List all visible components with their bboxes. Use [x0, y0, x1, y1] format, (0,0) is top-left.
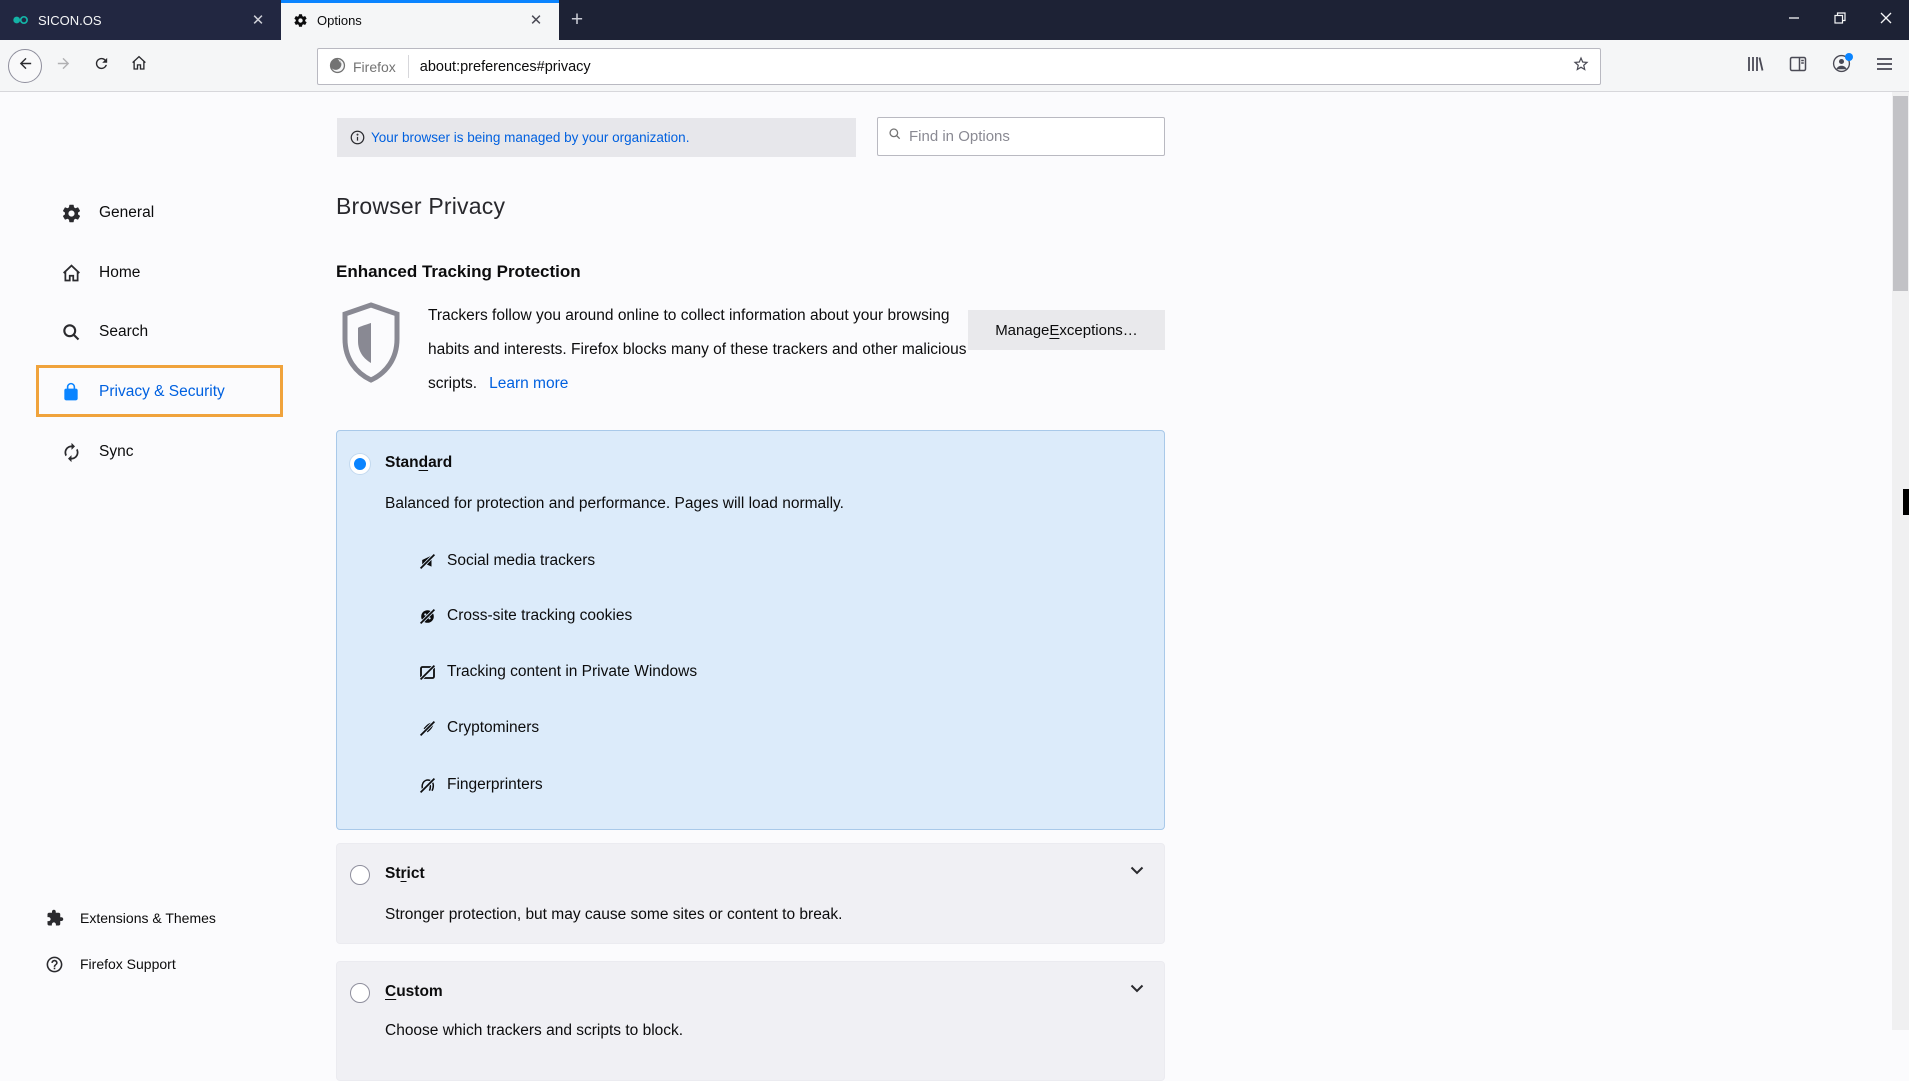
blocked-item-label: Cryptominers: [447, 719, 540, 736]
menu-button[interactable]: [1867, 49, 1901, 83]
custom-radio[interactable]: [350, 983, 370, 1003]
custom-description: Choose which trackers and scripts to block.: [385, 1022, 684, 1039]
reload-icon: [93, 55, 110, 77]
notice-text[interactable]: Your browser is being managed by your organization.: [371, 130, 690, 145]
sidebar-item-privacy-security[interactable]: [36, 374, 286, 410]
manage-exceptions-button[interactable]: Manage E xceptions…: [968, 310, 1165, 350]
list-item-social-media-trackers: [419, 549, 595, 573]
cross-site-cookies-icon: [419, 608, 436, 625]
info-icon: [350, 130, 365, 145]
restore-icon: [1834, 11, 1846, 29]
sicon-logo-icon: [12, 14, 29, 26]
standard-radio[interactable]: [350, 454, 370, 474]
learn-more-link[interactable]: Learn more: [489, 375, 569, 392]
search-icon: [60, 321, 82, 343]
identity-box[interactable]: [318, 55, 409, 78]
custom-label[interactable]: Custom: [385, 983, 443, 1000]
restore-button[interactable]: [1817, 0, 1863, 40]
sidebar-item-extensions-themes[interactable]: [45, 902, 295, 934]
sidebar-item-search[interactable]: [36, 314, 286, 350]
strict-radio[interactable]: [350, 865, 370, 885]
sync-icon: [60, 441, 82, 463]
strict-description: Stronger protection, but may cause some sites or content to break.: [385, 906, 843, 923]
library-button[interactable]: [1738, 49, 1772, 83]
reload-button[interactable]: [84, 49, 118, 83]
standard-description: Balanced for protection and performance. Pages will load normally.: [385, 495, 844, 512]
sidebar-item-label: Search: [99, 323, 149, 340]
titlebar: [0, 0, 1909, 40]
sidebar-footer-label: Firefox Support: [80, 956, 176, 972]
gear-icon: [60, 202, 82, 224]
tracking-content-icon: [419, 664, 436, 681]
page-scrollbar[interactable]: [1892, 92, 1909, 1030]
fingerprinters-icon: [419, 777, 436, 794]
protection-option-custom[interactable]: [336, 961, 1165, 1081]
bookmark-star-icon[interactable]: [1572, 55, 1600, 78]
puzzle-icon: [45, 909, 64, 928]
minimize-button[interactable]: [1771, 0, 1817, 40]
close-window-button[interactable]: [1863, 0, 1909, 40]
tab-options[interactable]: [281, 0, 559, 40]
find-in-options[interactable]: [877, 117, 1165, 156]
new-tab-button[interactable]: [559, 0, 595, 40]
lock-icon: [60, 381, 82, 403]
identity-label: Firefox: [353, 58, 396, 75]
page-title: Browser Privacy: [336, 193, 506, 219]
scrollbar-thumb[interactable]: [1893, 96, 1908, 291]
sidebar-item-general[interactable]: [36, 195, 286, 231]
sidebar-footer-label: Extensions & Themes: [80, 910, 216, 926]
notification-dot: [1845, 53, 1853, 61]
chevron-down-icon[interactable]: [1130, 862, 1144, 880]
home-icon: [60, 262, 82, 284]
shield-icon: [340, 301, 402, 390]
sidebar-item-label: Home: [99, 264, 141, 281]
list-item-fingerprinters: [419, 773, 543, 797]
forward-arrow-icon: [55, 55, 72, 77]
plus-icon: +: [570, 8, 584, 31]
url-text[interactable]: about:preferences#privacy: [419, 58, 591, 75]
sidebar-item-label: Sync: [99, 443, 134, 460]
blocked-item-label: Fingerprinters: [447, 776, 543, 793]
sidebar-item-label: General: [99, 204, 155, 221]
url-bar[interactable]: [317, 48, 1601, 85]
account-button[interactable]: [1824, 49, 1858, 83]
minimize-icon: [1788, 11, 1800, 29]
hamburger-menu-icon: [1876, 57, 1893, 76]
close-icon: [1880, 11, 1892, 29]
back-arrow-icon: [17, 55, 34, 77]
cryptominers-icon: [419, 720, 436, 737]
chevron-down-icon[interactable]: [1130, 980, 1144, 998]
home-button[interactable]: [122, 49, 156, 83]
help-icon: [45, 955, 64, 974]
managed-browser-notice[interactable]: [337, 118, 856, 157]
protection-option-strict[interactable]: [336, 843, 1165, 944]
gear-icon: [293, 13, 308, 28]
tab-label: SICON.OS: [38, 12, 102, 28]
search-icon: [888, 127, 902, 146]
tab-label: Options: [317, 12, 362, 28]
find-in-options-input[interactable]: [909, 128, 1139, 145]
sidebars-button[interactable]: [1781, 49, 1815, 83]
forward-button: [46, 49, 80, 83]
firefox-logo-icon: [329, 57, 346, 77]
sidebar-item-label: Privacy & Security: [99, 383, 225, 400]
social-media-trackers-icon: [419, 553, 436, 570]
sidebar-item-home[interactable]: [36, 255, 286, 291]
sidebar-toggle-icon: [1789, 55, 1807, 78]
library-icon: [1746, 55, 1764, 78]
close-icon[interactable]: ✕: [251, 12, 265, 29]
list-item-cryptominers: [419, 716, 539, 740]
list-item-tracking-content: [419, 660, 697, 684]
protection-option-standard[interactable]: [336, 430, 1165, 830]
back-button[interactable]: [8, 49, 42, 83]
navigation-toolbar: [0, 40, 1909, 92]
preferences-page: [0, 92, 1909, 1039]
list-item-cross-site-cookies: [419, 604, 632, 628]
home-icon: [130, 54, 148, 77]
sidebar-item-firefox-support[interactable]: [45, 948, 295, 980]
close-icon[interactable]: ✕: [529, 12, 543, 29]
standard-label[interactable]: Standard: [385, 454, 453, 471]
blocked-item-label: Tracking content in Private Windows: [447, 663, 698, 680]
etp-section-title: Enhanced Tracking Protection: [336, 262, 581, 281]
blocked-item-label: Cross-site tracking cookies: [447, 607, 633, 624]
strict-label[interactable]: Strict: [385, 865, 425, 882]
mouse-cursor: [1903, 489, 1909, 515]
sidebar-item-sync[interactable]: [36, 434, 286, 470]
tab-sicon-os[interactable]: [0, 0, 281, 40]
etp-description: Trackers follow you around online to collect information about your browsing habits and interests. Firefox blocks many of these trackers and other malicious scripts. Learn more: [428, 307, 967, 392]
blocked-item-label: Social media trackers: [447, 552, 596, 569]
